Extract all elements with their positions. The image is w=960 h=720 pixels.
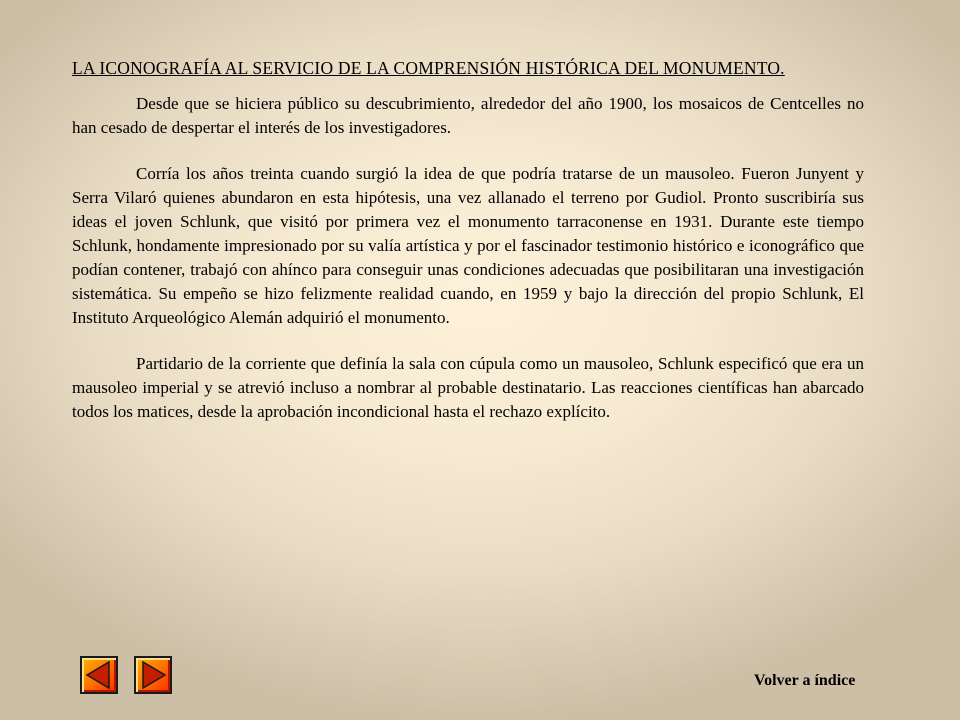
triangle-left-icon (82, 658, 116, 692)
navigation-buttons (80, 656, 172, 694)
paragraph-3: Partidario de la corriente que definía la sala con cúpula como un mausoleo, Schlunk especificó que era un mausoleo imperial y se atrevió incluso a nombrar al probable destinatario. Las reacciones científicas han abarcado todos los matices, desde la aprobación incondicional hasta el rechazo explícito. (72, 354, 864, 421)
page-title: LA ICONOGRAFÍA AL SERVICIO DE LA COMPRENSIÓN HISTÓRICA DEL MONUMENTO. (72, 58, 785, 78)
previous-page-button[interactable] (80, 656, 118, 694)
document-body (72, 56, 864, 446)
next-page-button[interactable] (134, 656, 172, 694)
paragraph-1: Desde que se hiciera público su descubrimiento, alrededor del año 1900, los mosaicos de Centcelles no han cesado de despertar el interés de los investigadores. (72, 94, 864, 137)
back-to-index-link[interactable]: Volver a índice (754, 672, 856, 689)
triangle-right-icon (136, 658, 170, 692)
paragraph-2: Corría los años treinta cuando surgió la idea de que podría tratarse de un mausoleo. Fueron Junyent y Serra Vilaró quienes abundaron en esta hipótesis, una vez allanado el terreno por Gudiol. Pronto suscribiría sus ideas el joven Schlunk, que visitó por primera vez el monumento tarraconense en 1931. Durante este tiempo Schlunk, hondamente impresionado por su valía artística y por el fascinador testimonio histórico e iconográfico que podían contener, trabajó con ahínco para conseguir unas condiciones adecuadas que posibilitaran una investigación sistemática. Su empeño se hizo felizmente realidad cuando, en 1959 y bajo la dirección del propio Schlunk, El Instituto Arqueológico Alemán adquirió el monumento. (72, 164, 864, 327)
